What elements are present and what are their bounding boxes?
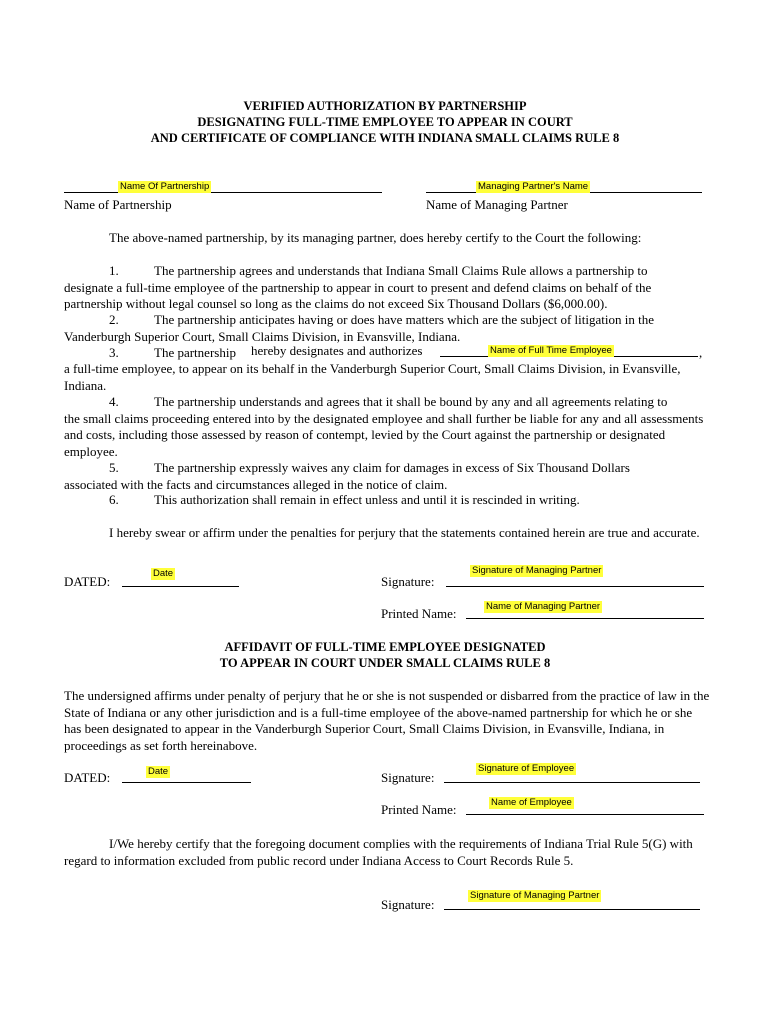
signature-label-3: Signature: bbox=[381, 897, 435, 912]
partnership-name-line bbox=[64, 192, 382, 193]
date-field-1[interactable]: Date bbox=[153, 568, 174, 579]
certification-text: I/We hereby certify that the foregoing document complies with the requirements of Indiana Trial Rule 5(G) with regard to information excluded from public record under Indiana Access to Court Records Rule 5. bbox=[64, 836, 693, 868]
p4-number: 4. bbox=[109, 394, 119, 409]
p4-first-line: The partnership understands and agrees that it shall be bound by any and all agreements relating to bbox=[154, 394, 668, 409]
p4-continuation: the small claims proceeding entered into by the designated employee and shall further be liable for any and all assessments and costs, including those assessed by reason of contempt, levied by the Court against the partnership or designated employee. bbox=[64, 410, 704, 459]
partnership-name-field[interactable]: Name Of Partnership bbox=[120, 181, 210, 192]
name-of-managing-partner-label: Name of Managing Partner bbox=[426, 197, 568, 212]
affidavit-text: The undersigned affirms under penalty of perjury that he or she is not suspended or disbarred from the practice of law in the State of Indiana or any other jurisdiction and is a full-time employee of the above-named partnership for which he or she has been designated to appear in the Vanderburgh Superior Court, Small Claims Division, in Evansville, Indiana, in proceedings as set forth hereinabove. bbox=[64, 688, 710, 753]
signature-line-1 bbox=[446, 586, 704, 587]
signature-label-2: Signature: bbox=[381, 770, 435, 785]
signature-managing-partner-field-2[interactable]: Signature of Managing Partner bbox=[470, 890, 600, 901]
date-field-2[interactable]: Date bbox=[148, 766, 169, 777]
printed-name-line-2 bbox=[466, 814, 704, 815]
document-title-line-2: DESIGNATING FULL-TIME EMPLOYEE TO APPEAR IN COURT bbox=[197, 115, 573, 129]
p6-number: 6. bbox=[109, 492, 119, 507]
managing-partner-name-field[interactable]: Managing Partner's Name bbox=[478, 181, 589, 192]
swear-statement: I hereby swear or affirm under the penalties for perjury that the statements contained herein are true and accurate. bbox=[109, 525, 700, 540]
signature-managing-partner-field-1[interactable]: Signature of Managing Partner bbox=[472, 565, 602, 576]
p5-number: 5. bbox=[109, 460, 119, 475]
full-time-employee-field[interactable]: Name of Full Time Employee bbox=[490, 345, 612, 356]
p2-continuation: Vanderburgh Superior Court, Small Claims Division, in Evansville, Indiana. bbox=[64, 328, 461, 344]
p2-first-line: The partnership anticipates having or does have matters which are the subject of litigation in the bbox=[154, 312, 654, 327]
printed-name-label-2: Printed Name: bbox=[381, 802, 457, 817]
p3-number: 3. bbox=[109, 345, 119, 360]
name-of-partnership-label: Name of Partnership bbox=[64, 197, 172, 212]
p3-comma: , bbox=[699, 345, 703, 360]
printed-employee-field[interactable]: Name of Employee bbox=[491, 797, 572, 808]
signature-employee-field[interactable]: Signature of Employee bbox=[478, 763, 575, 774]
p5-continuation: associated with the facts and circumstances alleged in the notice of claim. bbox=[64, 476, 448, 492]
p2-number: 2. bbox=[109, 312, 119, 327]
p6-first-line: This authorization shall remain in effect unless and until it is rescinded in writing. bbox=[154, 492, 580, 507]
intro-text: The above-named partnership, by its managing partner, does hereby certify to the Court the following: bbox=[109, 230, 642, 245]
document-title-line-3: AND CERTIFICATE OF COMPLIANCE WITH INDIANA SMALL CLAIMS RULE 8 bbox=[150, 131, 620, 145]
p3-text-b: hereby designates and authorizes bbox=[251, 343, 423, 358]
p5-first-line: The partnership expressly waives any claim for damages in excess of Six Thousand Dollars bbox=[154, 460, 630, 475]
affidavit-title-line-2: TO APPEAR IN COURT UNDER SMALL CLAIMS RULE 8 bbox=[219, 656, 551, 670]
dated-label-1: DATED: bbox=[64, 574, 111, 589]
printed-managing-partner-field[interactable]: Name of Managing Partner bbox=[486, 601, 601, 612]
signature-label-1: Signature: bbox=[381, 574, 435, 589]
date-line-2 bbox=[122, 782, 251, 783]
affidavit-title-line-1: AFFIDAVIT OF FULL-TIME EMPLOYEE DESIGNATED bbox=[224, 640, 546, 654]
printed-name-line-1 bbox=[466, 618, 704, 619]
signature-line-2 bbox=[444, 782, 700, 783]
document-title-line-1: VERIFIED AUTHORIZATION BY PARTNERSHIP bbox=[243, 99, 527, 113]
p1-continuation: designate a full-time employee of the partnership to appear in court to present and defend claims on behalf of the partnership without legal counsel so long as the claims do not exceed Six Thousand Dollars ($6,000.00). bbox=[64, 279, 652, 311]
p3-continuation: a full-time employee, to appear on its behalf in the Vanderburgh Superior Court, Small Claims Division, in Evansville, Indiana. bbox=[64, 361, 681, 393]
p1-number: 1. bbox=[109, 263, 119, 278]
p1-first-line: The partnership agrees and understands that Indiana Small Claims Rule allows a partnership to bbox=[154, 263, 648, 278]
printed-name-label-1: Printed Name: bbox=[381, 606, 457, 621]
signature-line-3 bbox=[444, 909, 700, 910]
date-line-1 bbox=[122, 586, 239, 587]
p3-text-a: The partnership bbox=[154, 345, 236, 360]
dated-label-2: DATED: bbox=[64, 770, 111, 785]
